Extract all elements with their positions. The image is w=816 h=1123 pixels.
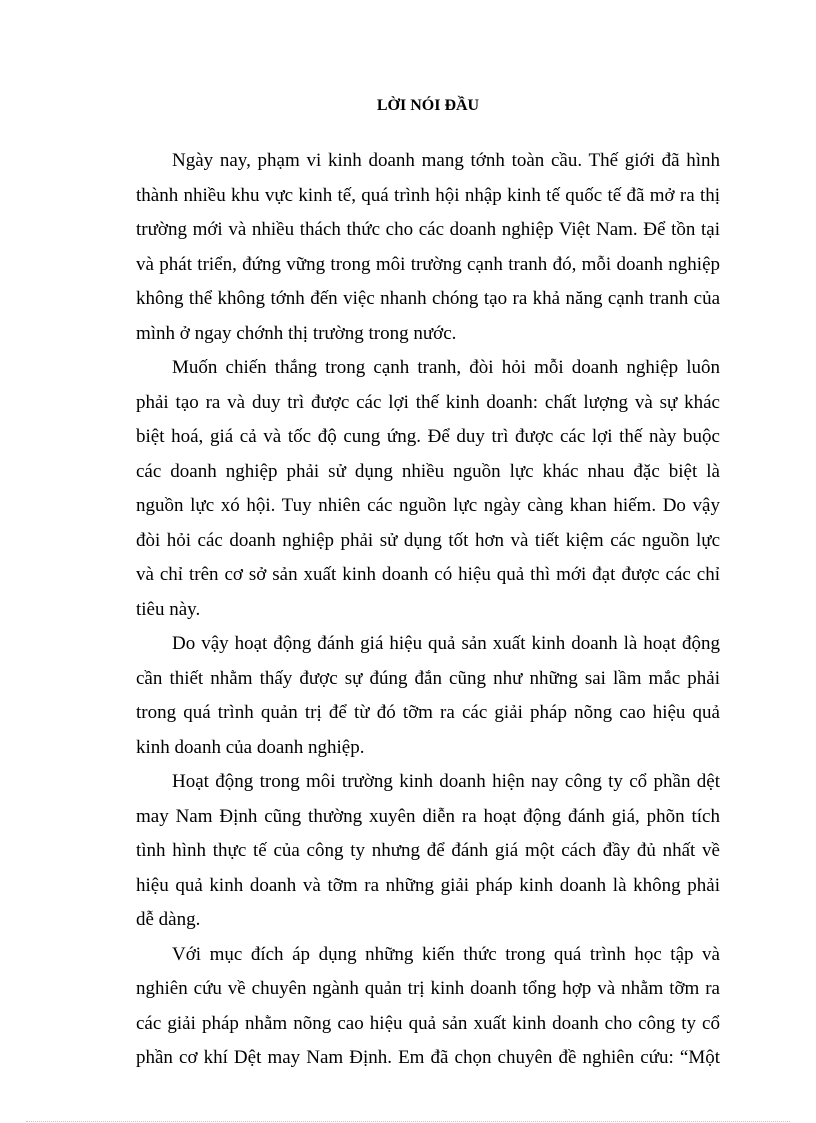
text-line: biệt hoá, giá cả và tốc độ cung ứng. Để duy trì được các lợi thế này buộc: [136, 426, 720, 447]
page-bottom-divider: [26, 1121, 790, 1122]
text-line: nguồn lực xó hội. Tuy nhiên các nguồn lực ngày càng khan hiếm. Do vậy: [136, 495, 720, 516]
text-line: Do vậy hoạt động đánh giá hiệu quả sản xuất kinh doanh là hoạt động: [172, 633, 720, 654]
text-line: nghiên cứu về chuyên ngành quản trị kinh doanh tổng hợp và nhằm tỡm ra: [136, 978, 720, 999]
text-line: không thể không tớnh đến việc nhanh chóng tạo ra khả năng cạnh tranh của: [136, 288, 720, 309]
page-title: LỜI NÓI ĐẦU: [376, 97, 480, 114]
text-line: hiệu quả kinh doanh và tỡm ra những giải pháp kinh doanh là không phải: [136, 874, 720, 896]
text-line: trường mới và nhiều thách thức cho các doanh nghiệp Việt Nam. Để tồn tại: [136, 219, 720, 240]
paragraph-4: [136, 765, 720, 938]
text-line: đòi hỏi các doanh nghiệp phải sử dụng tốt hơn và tiết kiệm các nguồn lực: [136, 529, 720, 551]
text-line: thành nhiều khu vực kinh tế, quá trình hội nhập kinh tế quốc tế đã mở ra thị: [136, 184, 720, 206]
text-line: và chỉ trên cơ sở sản xuất kinh doanh có hiệu quả thì mới đạt được các chỉ: [136, 564, 720, 585]
text-line: các giải pháp nhằm nõng cao hiệu quả sản xuất kinh doanh cho công ty cổ: [136, 1012, 720, 1034]
paragraph-2: [136, 351, 720, 627]
paragraph-5: [136, 938, 720, 1076]
text-line: Hoạt động trong môi trường kinh doanh hiện nay công ty cổ phần dệt: [172, 771, 720, 792]
text-line: Ngày nay, phạm vi kinh doanh mang tớnh toàn cầu. Thế giới đã hình: [172, 150, 720, 171]
text-line: cần thiết nhằm thấy được sự đúng đắn cũng như những sai lầm mắc phải: [136, 667, 720, 689]
text-line: may Nam Định cũng thường xuyên diễn ra hoạt động đánh giá, phõn tích: [136, 805, 720, 827]
body-text: [136, 144, 720, 1076]
text-line: Muốn chiến thắng trong cạnh tranh, đòi hỏi mỗi doanh nghiệp luôn: [172, 357, 720, 378]
text-line: và phát triển, đứng vững trong môi trường cạnh tranh đó, mỗi doanh nghiệp: [136, 253, 720, 275]
text-line: các doanh nghiệp phải sử dụng nhiều nguồn lực khác nhau đặc biệt là: [136, 460, 720, 482]
text-line: kinh doanh của doanh nghiệp.: [136, 736, 365, 758]
text-line: phải tạo ra và duy trì được các lợi thế kinh doanh: chất lượng và sự khác: [136, 391, 720, 413]
paragraph-3: [136, 627, 720, 765]
text-line: phần cơ khí Dệt may Nam Định. Em đã chọn chuyên đề nghiên cứu: “Một: [136, 1047, 720, 1068]
text-line: trong quá trình quản trị để từ đó tỡm ra các giải pháp nõng cao hiệu quả: [136, 702, 720, 723]
text-line: Với mục đích áp dụng những kiến thức trong quá trình học tập và: [172, 943, 720, 965]
text-line: mình ở ngay chớnh thị trường trong nước.: [136, 322, 457, 344]
text-line: tình hình thực tế của công ty nhưng để đánh giá một cách đầy đủ nhất về: [136, 840, 720, 861]
paragraph-1: [136, 144, 720, 351]
text-line: dễ dàng.: [136, 909, 201, 930]
text-line: tiêu này.: [136, 598, 201, 620]
